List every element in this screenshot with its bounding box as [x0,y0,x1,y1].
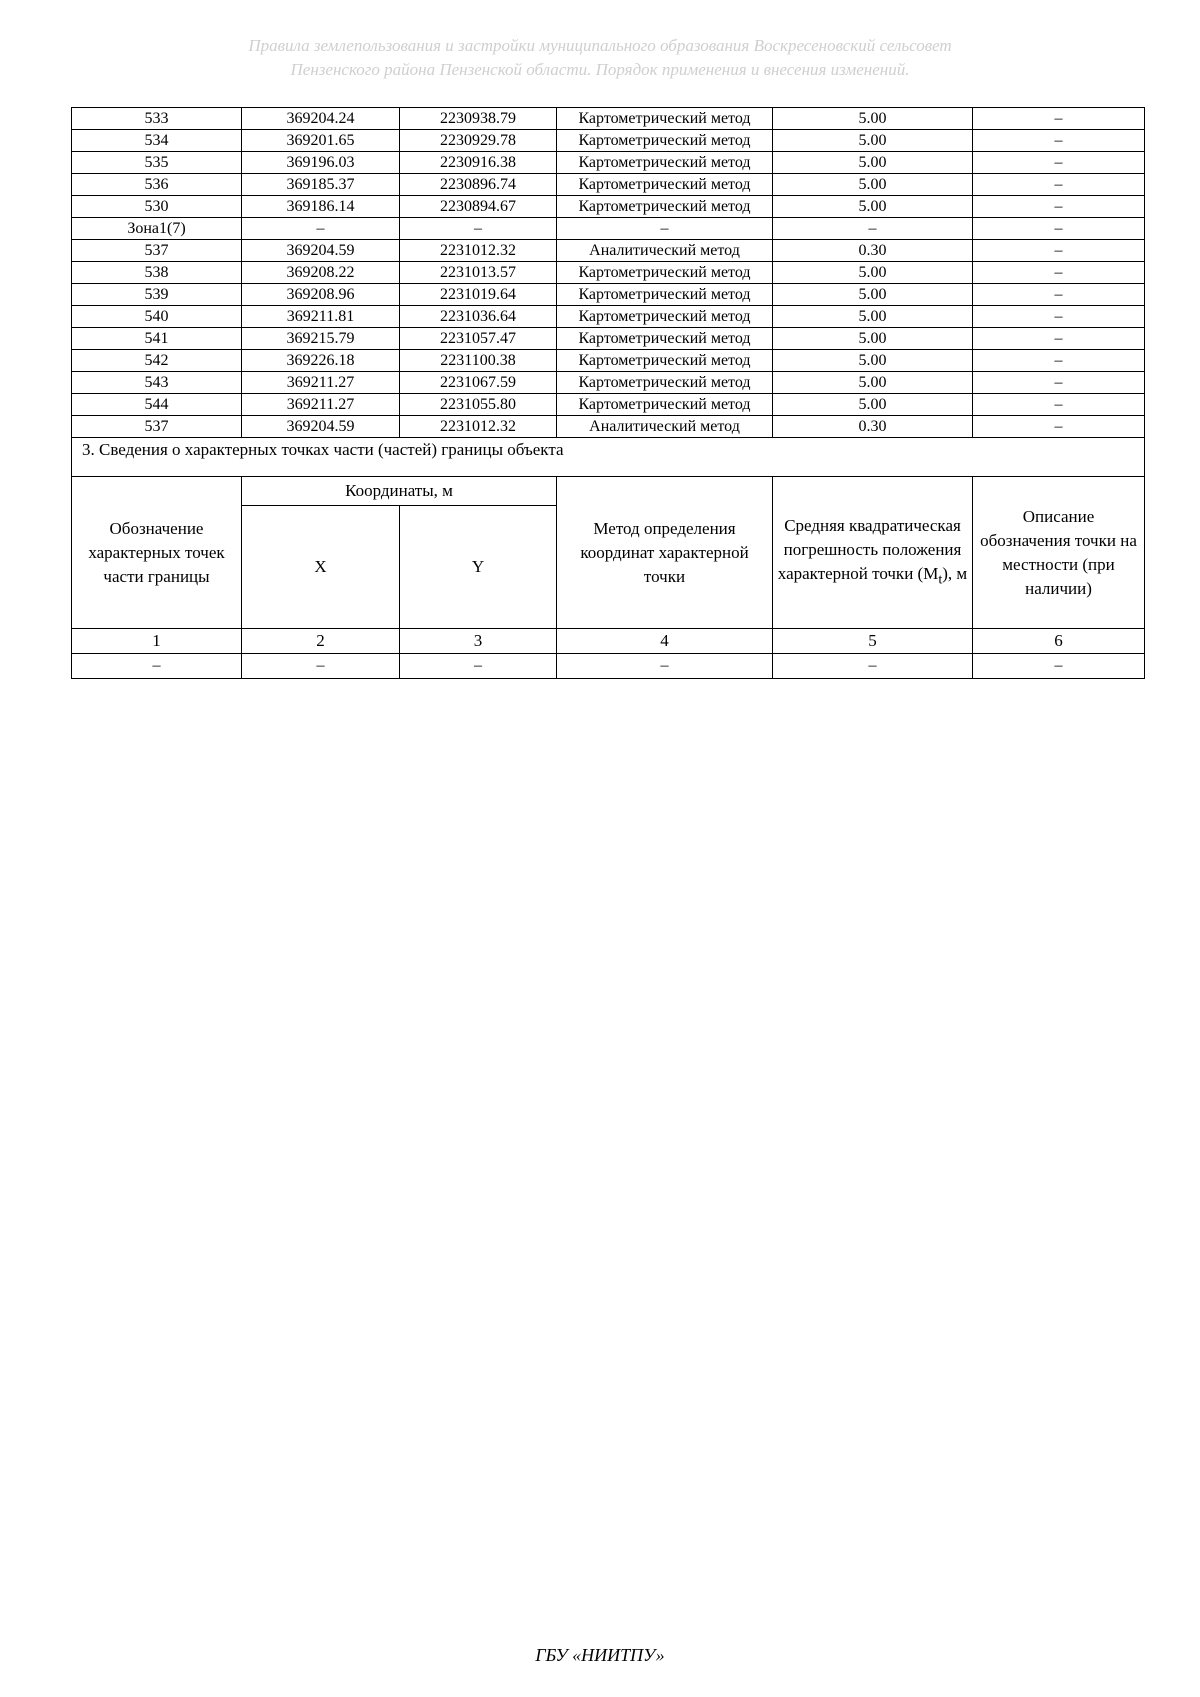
description-cell: – [973,174,1145,196]
y-coord-cell: 2231012.32 [400,240,557,262]
column-number: 4 [557,629,773,654]
x-coord-cell: 369226.18 [242,350,400,372]
y-coord-cell: 2231036.64 [400,306,557,328]
column-number: 1 [72,629,242,654]
method-cell: Картометрический метод [557,108,773,130]
description-cell: – [973,394,1145,416]
table-row [72,262,1145,284]
point-id-cell: 535 [72,152,242,174]
method-cell: Картометрический метод [557,130,773,152]
header-designation: Обозначение характерных точек части границы [72,477,242,629]
page-footer: ГБУ «НИИТПУ» [535,1645,665,1665]
error-cell: 0.30 [773,240,973,262]
table-row [72,416,1145,438]
table-row [72,174,1145,196]
description-cell: – [973,218,1145,240]
point-id-cell: 542 [72,350,242,372]
y-coord-cell: 2231057.47 [400,328,557,350]
method-cell: Картометрический метод [557,284,773,306]
error-cell: 0.30 [773,416,973,438]
header-x: X [242,506,400,629]
point-id-cell: 537 [72,416,242,438]
error-cell: 5.00 [773,306,973,328]
point-id-cell: 530 [72,196,242,218]
description-cell: – [973,284,1145,306]
x-coord-cell: 369215.79 [242,328,400,350]
y-coord-cell: 2230929.78 [400,130,557,152]
description-cell: – [973,240,1145,262]
table-row [72,394,1145,416]
column-numbers-row [72,629,1145,654]
section-3-title: 3. Сведения о характерных точках части (частей) границы объекта [72,438,1145,477]
method-cell: Аналитический метод [557,416,773,438]
empty-cell: – [72,654,242,679]
table-row [72,306,1145,328]
table-row [72,240,1145,262]
table-row [72,108,1145,130]
header-y: Y [400,506,557,629]
description-cell: – [973,306,1145,328]
description-cell: – [973,262,1145,284]
x-coord-cell: 369204.59 [242,240,400,262]
method-cell: – [557,218,773,240]
error-cell: 5.00 [773,372,973,394]
table-row [72,196,1145,218]
running-header-line-1: Правила землепользования и застройки муниципального образования Воскресеновский сельсовет [248,36,952,55]
y-coord-cell: 2231067.59 [400,372,557,394]
y-coord-cell: 2231019.64 [400,284,557,306]
description-cell: – [973,196,1145,218]
description-cell: – [973,372,1145,394]
table-row [72,130,1145,152]
description-cell: – [973,328,1145,350]
description-cell: – [973,130,1145,152]
error-cell: 5.00 [773,174,973,196]
table-row [72,350,1145,372]
error-cell: – [773,218,973,240]
description-cell: – [973,350,1145,372]
description-cell: – [973,108,1145,130]
section-3-header-row-1 [72,477,1145,506]
y-coord-cell: 2230916.38 [400,152,557,174]
point-id-cell: 533 [72,108,242,130]
x-coord-cell: 369201.65 [242,130,400,152]
point-id-cell: 543 [72,372,242,394]
section-3-title-row [72,438,1145,477]
method-cell: Картометрический метод [557,306,773,328]
x-coord-cell: 369208.96 [242,284,400,306]
section-3 [72,438,1145,679]
empty-cell: – [557,654,773,679]
point-id-cell: 539 [72,284,242,306]
point-id-cell: 534 [72,130,242,152]
header-error-text: Средняя квадратическая погрешность положения характерной точки $(M_t)$, м [777,515,968,588]
y-coord-cell: 2231012.32 [400,416,557,438]
table-row [72,372,1145,394]
method-cell: Картометрический метод [557,262,773,284]
x-coord-cell: 369211.27 [242,372,400,394]
method-cell: Картометрический метод [557,350,773,372]
section-3-empty-row [72,654,1145,679]
table-row [72,284,1145,306]
y-coord-cell: – [400,218,557,240]
characteristic-points-table [71,107,1145,679]
y-coord-cell: 2231013.57 [400,262,557,284]
point-id-cell: 536 [72,174,242,196]
subscript-t: t [938,571,943,588]
error-cell: 5.00 [773,262,973,284]
point-id-cell: 544 [72,394,242,416]
x-coord-cell: 369204.24 [242,108,400,130]
error-cell: 5.00 [773,108,973,130]
running-header-line-2: Пензенского района Пензенской области. Порядок применения и внесения изменений. [290,60,910,79]
column-number: 3 [400,629,557,654]
point-id-cell: 541 [72,328,242,350]
method-cell: Аналитический метод [557,240,773,262]
x-coord-cell: – [242,218,400,240]
error-cell: 5.00 [773,328,973,350]
error-cell: 5.00 [773,350,973,372]
y-coord-cell: 2231055.80 [400,394,557,416]
point-id-cell: Зона1(7) [72,218,242,240]
column-number: 2 [242,629,400,654]
error-cell: 5.00 [773,130,973,152]
point-id-cell: 537 [72,240,242,262]
header-method: Метод определения координат характерной точки [557,477,773,629]
table-row [72,152,1145,174]
y-coord-cell: 2230896.74 [400,174,557,196]
header-description: Описание обозначения точки на местности (при наличии) [973,477,1145,629]
description-cell: – [973,152,1145,174]
error-cell: 5.00 [773,196,973,218]
x-coord-cell: 369211.81 [242,306,400,328]
x-coord-cell: 369185.37 [242,174,400,196]
header-coords: Координаты, м [242,477,557,506]
empty-cell: – [242,654,400,679]
table-row [72,328,1145,350]
column-number: 6 [973,629,1145,654]
x-coord-cell: 369204.59 [242,416,400,438]
points-table-body [72,108,1145,438]
point-id-cell: 538 [72,262,242,284]
error-cell: 5.00 [773,284,973,306]
y-coord-cell: 2231100.38 [400,350,557,372]
x-coord-cell: 369208.22 [242,262,400,284]
empty-cell: – [973,654,1145,679]
description-cell: – [973,416,1145,438]
header-error [773,477,973,629]
x-coord-cell: 369186.14 [242,196,400,218]
method-cell: Картометрический метод [557,372,773,394]
column-number: 5 [773,629,973,654]
empty-cell: – [400,654,557,679]
empty-cell: – [773,654,973,679]
method-cell: Картометрический метод [557,152,773,174]
point-id-cell: 540 [72,306,242,328]
y-coord-cell: 2230894.67 [400,196,557,218]
method-cell: Картометрический метод [557,394,773,416]
y-coord-cell: 2230938.79 [400,108,557,130]
method-cell: Картометрический метод [557,328,773,350]
method-cell: Картометрический метод [557,196,773,218]
running-header [0,34,1200,82]
error-cell: 5.00 [773,152,973,174]
error-cell: 5.00 [773,394,973,416]
method-cell: Картометрический метод [557,174,773,196]
x-coord-cell: 369196.03 [242,152,400,174]
table-row [72,218,1145,240]
x-coord-cell: 369211.27 [242,394,400,416]
